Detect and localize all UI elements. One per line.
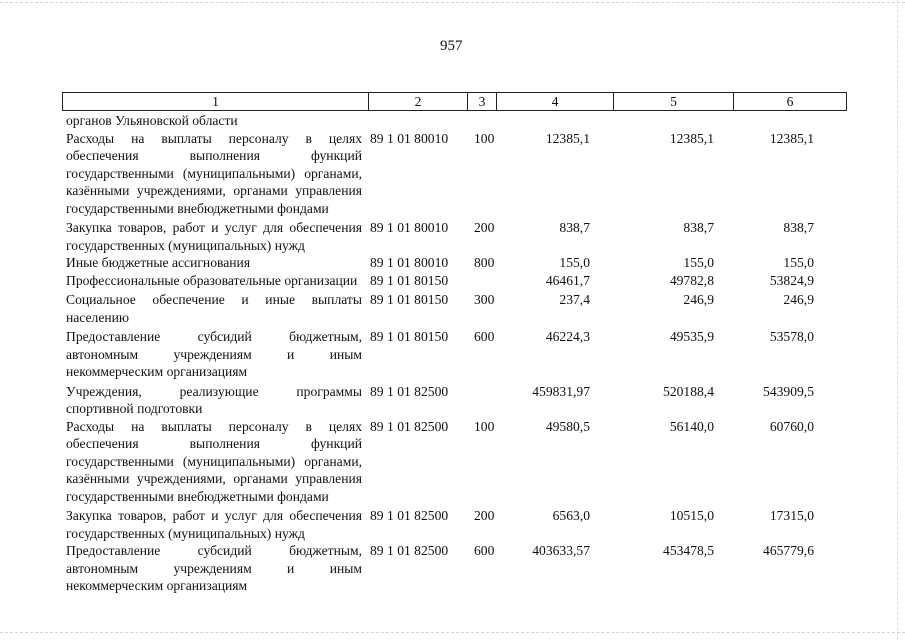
row-amount-col5: 49535,9 xyxy=(669,329,714,344)
row-amount-col4: 12385,1 xyxy=(545,130,590,146)
row-amount-col6: 543909,5 xyxy=(763,383,814,399)
row-expense-type: 800 xyxy=(474,255,495,270)
row-expense-type: 100 xyxy=(474,130,495,146)
row-amount-col6: 465779,6 xyxy=(763,543,814,558)
row-amount-col4: 459831,97 xyxy=(532,383,590,399)
column-number-6: 6 xyxy=(786,94,794,109)
row-description: Профессиональные образовательные организации xyxy=(66,272,358,288)
column-number-1: 1 xyxy=(63,93,369,110)
row-amount-col4: 838,7 xyxy=(559,220,590,235)
row-amount-col6: 246,9 xyxy=(783,292,814,307)
column-number-header xyxy=(62,92,847,111)
continuation-text: органов Ульяновской области xyxy=(66,113,238,128)
row-description: Закупка товаров, работ и услуг для обеспечения государственных (муниципальных) нужд xyxy=(66,508,362,541)
row-expense-type: 200 xyxy=(474,220,495,235)
row-description: Учреждения, реализующие программы спортивной подготовки xyxy=(66,383,362,416)
row-description: Закупка товаров, работ и услуг для обеспечения государственных (муниципальных) нужд xyxy=(66,220,362,253)
row-amount-col5: 12385,1 xyxy=(669,130,714,146)
row-expense-type: 300 xyxy=(474,292,495,307)
table-row xyxy=(66,130,846,218)
row-target-code: 89 1 01 80150 xyxy=(370,272,449,288)
row-description: Предоставление субсидий бюджетным, автономным учреждениям и иным некоммерческим организациям xyxy=(66,543,362,593)
column-number-4: 4 xyxy=(497,93,614,110)
row-expense-type xyxy=(474,272,500,290)
row-expense-type: 600 xyxy=(474,329,495,344)
table-row xyxy=(66,542,846,595)
table-row xyxy=(66,507,846,542)
table-row xyxy=(66,254,846,272)
row-amount-col6: 17315,0 xyxy=(769,508,814,523)
table-row xyxy=(66,383,846,418)
row-amount-col4: 46224,3 xyxy=(545,329,590,344)
row-target-code: 89 1 01 80150 xyxy=(370,292,449,307)
column-number-3: 3 xyxy=(468,93,497,110)
row-amount-col6: 53578,0 xyxy=(769,329,814,344)
row-amount-col5: 246,9 xyxy=(683,292,714,307)
row-amount-col4: 6563,0 xyxy=(552,508,590,523)
row-amount-col5: 453478,5 xyxy=(663,543,714,558)
table-row xyxy=(66,272,846,290)
row-expense-type xyxy=(474,383,500,418)
row-target-code: 89 1 01 82500 xyxy=(370,418,449,434)
column-number-5: 5 xyxy=(614,93,734,110)
row-amount-col5: 520188,4 xyxy=(663,383,714,399)
row-description: Иные бюджетные ассигнования xyxy=(66,255,251,270)
row-expense-type: 200 xyxy=(474,508,495,523)
row-target-code: 89 1 01 82500 xyxy=(370,543,449,558)
table-row xyxy=(66,418,846,506)
row-amount-col5: 10515,0 xyxy=(669,508,714,523)
row-amount-col4: 49580,5 xyxy=(545,418,590,434)
row-amount-col5: 56140,0 xyxy=(669,418,714,434)
row-target-code: 89 1 01 82500 xyxy=(370,508,449,523)
row-amount-col6: 53824,9 xyxy=(769,272,814,288)
row-amount-col4: 237,4 xyxy=(559,292,590,307)
row-amount-col5: 838,7 xyxy=(683,220,714,235)
row-description: Предоставление субсидий бюджетным, автономным учреждениям и иным некоммерческим организациям xyxy=(66,329,362,379)
scan-edge-top xyxy=(0,2,905,3)
row-amount-col5: 49782,8 xyxy=(669,272,714,288)
row-amount-col6: 155,0 xyxy=(783,255,814,270)
row-amount-col4: 46461,7 xyxy=(545,272,590,288)
scan-edge-right xyxy=(897,0,898,640)
row-description: Социальное обеспечение и иные выплаты населению xyxy=(66,292,362,325)
table-row xyxy=(66,291,846,326)
table-row xyxy=(66,328,846,381)
row-target-code: 89 1 01 80010 xyxy=(370,130,449,146)
row-target-code: 89 1 01 80010 xyxy=(370,255,449,270)
row-target-code: 89 1 01 82500 xyxy=(370,383,449,399)
column-number-2: 2 xyxy=(369,93,468,110)
row-amount-col6: 60760,0 xyxy=(769,418,814,434)
row-target-code: 89 1 01 80010 xyxy=(370,220,449,235)
continuation-row xyxy=(66,112,846,130)
budget-table-body xyxy=(66,112,846,595)
row-amount-col6: 12385,1 xyxy=(769,130,814,146)
row-target-code: 89 1 01 80150 xyxy=(370,329,449,344)
row-amount-col4: 403633,57 xyxy=(532,543,590,558)
row-amount-col6: 838,7 xyxy=(783,220,814,235)
scan-edge-bottom xyxy=(0,632,905,633)
row-description: Расходы на выплаты персоналу в целях обеспечения выполнения функций государственными (муниципальными) органами, казёнными учреждениями, органами управления государственными внебюджетными фондами xyxy=(66,130,362,216)
page-number: 957 xyxy=(440,38,463,54)
row-expense-type: 600 xyxy=(474,543,495,558)
table-row xyxy=(66,219,846,254)
row-amount-col5: 155,0 xyxy=(683,255,714,270)
row-amount-col4: 155,0 xyxy=(559,255,590,270)
row-expense-type: 100 xyxy=(474,418,495,434)
row-description: Расходы на выплаты персоналу в целях обеспечения выполнения функций государственными (муниципальными) органами, казёнными учреждениями, органами управления государственными внебюджетными фондами xyxy=(66,418,362,504)
